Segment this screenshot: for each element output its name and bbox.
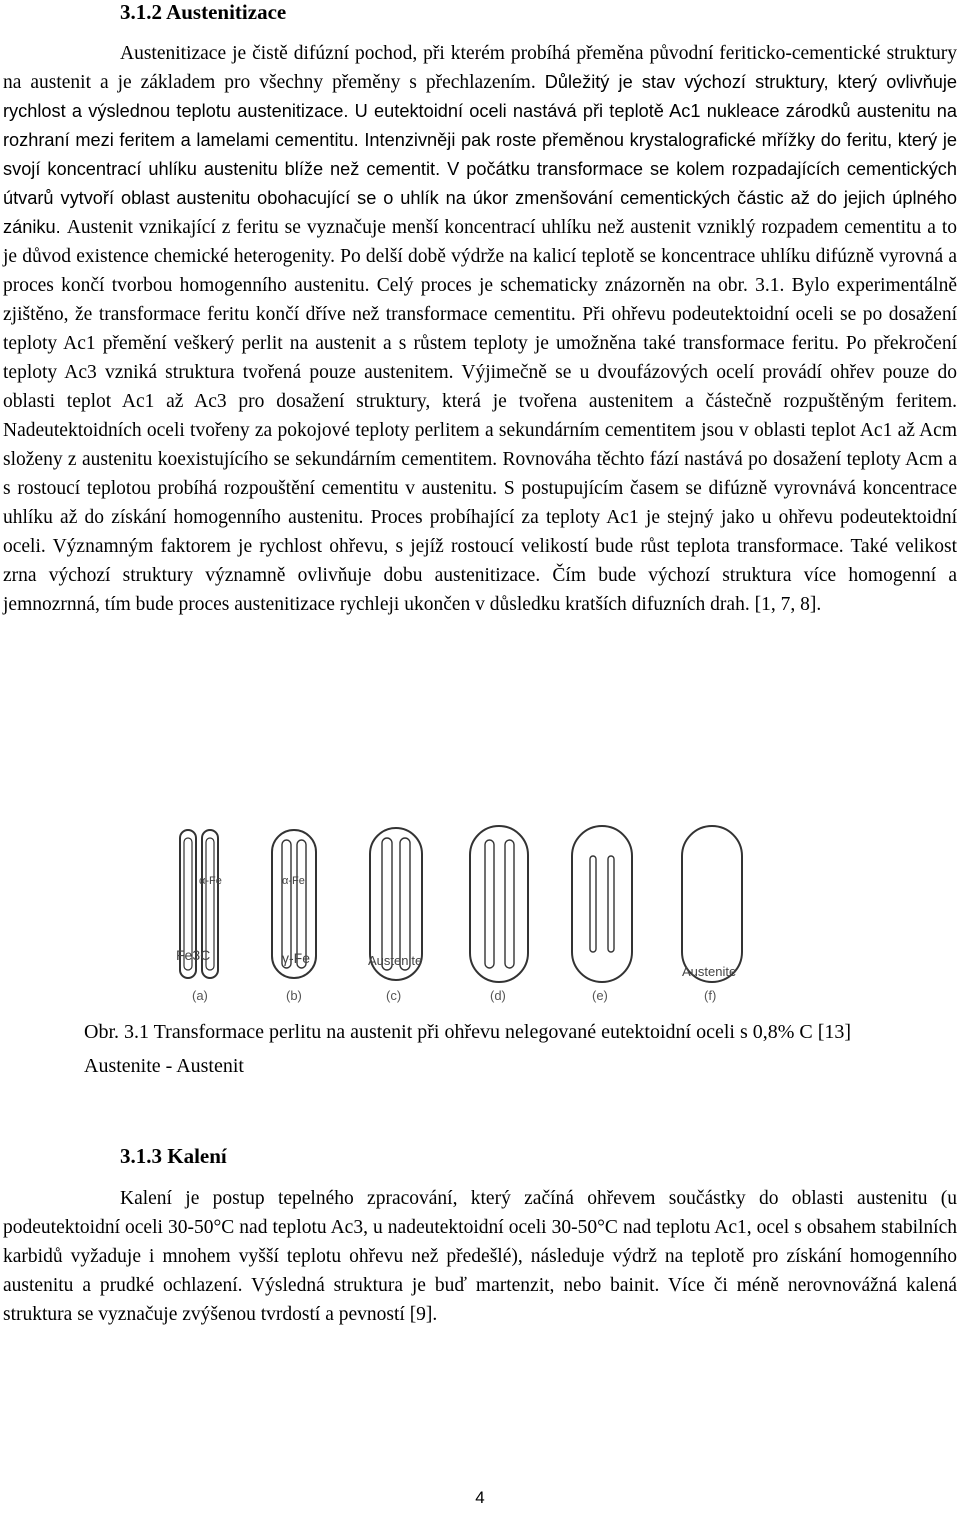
paragraph-kaleni: Kalení je postup tepelného zpracování, který začíná ohřevem součástky do oblasti austenitu (u podeutektoidní oceli 30-50°C nad teplotu Ac3, u nadeutektoidní oceli 30-50°C nad teplotu Ac1, ocel s obsahem stabilních karbidů vyžaduje i mnohem vyšší teplotu ohřevu než předešlé), následuje výdrž na teplotě pro získání homogenního austenitu a prudké ochlazení. Výsledná struktura je buď martenzit, nebo bainit. Více či méně nerovnovážná kalená struktura se vyznačuje zvýšenou tvrdostí a pevností [9]. bbox=[3, 1188, 957, 1325]
figure-schematic bbox=[172, 818, 772, 1008]
panel-d-shape bbox=[470, 826, 528, 982]
panel-label-a: (a) bbox=[192, 988, 208, 1003]
panel-label-d: (d) bbox=[490, 988, 506, 1003]
panel-label-e: (e) bbox=[592, 988, 608, 1003]
paragraph-austenitizace bbox=[3, 39, 957, 619]
text-run: Důležitý je stav výchozí struktury, který ovlivňuje rychlost a výslednou teplotu austenitizace. U eutektoidní oceli nastává při teplotě Ac1 nukleace zárodků austenitu na rozhraní mezi feritem a lamelami cementitu. bbox=[3, 72, 958, 150]
label-fe3c: Fe3C bbox=[176, 947, 211, 963]
panel-f-shape bbox=[682, 826, 742, 982]
label-austenite-f: Austenite bbox=[682, 964, 737, 979]
figure-caption: Obr. 3.1 Transformace perlitu na austenit při ohřevu nelegované eutektoidní oceli s 0,8% C [13] Austenite - Austenit bbox=[84, 1021, 852, 1077]
figure-pearlite-transformation bbox=[172, 818, 772, 1008]
text-run: Austenitizace je čistě difúzní pochod, při kterém probíhá přeměna původní feriticko-cementické struktury na austenit a je základem pro všechny přeměny s přechlazením. bbox=[3, 43, 957, 93]
label-alpha-fe-b: α-Fe bbox=[282, 875, 305, 887]
panel-label-b: (b) bbox=[286, 988, 302, 1003]
label-alpha-fe-a: α-Fe bbox=[199, 875, 222, 887]
text-run: Intenzivněji pak roste přeměnou krystalografické mřížky do feritu, který je svojí koncentrací uhlíku austenitu blíže než cementit. bbox=[3, 130, 958, 179]
label-austenite-c: Austenite bbox=[368, 953, 423, 968]
panel-label-f: (f) bbox=[704, 988, 717, 1003]
section-heading-kaleni: 3.1.3 Kalení bbox=[120, 1144, 227, 1168]
section-heading-austenitizace: 3.1.2 Austenitizace bbox=[120, 0, 287, 24]
label-gamma-fe: γ-Fe bbox=[282, 950, 310, 966]
panel-e-shape bbox=[572, 826, 632, 982]
panel-label-c: (c) bbox=[386, 988, 402, 1003]
text-run: V počátku transformace se kolem rozpadajících cementických útvarů vytvoří oblast austenitu obohacující se o uhlík na úkor zmenšování cementických částic až do jejich úplného zániku. bbox=[3, 159, 958, 237]
text-run: Austenit vznikající z feritu se vyznačuje menší koncentrací uhlíku než austenit vzniklý rozpadem cementitu a to je důvod existence chemické heterogenity. Po delší době výdrže na kalicí teplotě se koncentrace uhlíku difúzně vyrovná a proces končí tvorbou homogenního austenitu. Celý proces je schematicky znázorněn na obr. 3.1. Bylo experimentálně zjištěno, že transformace feritu končí dříve než transformace cementitu. Při ohřevu podeutektoidní oceli se po dosažení teploty Ac1 přemění veškerý perlit na austenit a s růstem teploty je umožněna také transformace feritu. Po překročení teploty Ac3 vzniká struktura tvořená pouze austenitem. Výjimečně se u dvoufázových ocelí provádí ohřev pouze do oblasti teplot Ac1 až Ac3 pro dosažení struktury, která je tvořena austenitem a částečně rozpuštěným feritem. Nadeutektoidních oceli tvořeny za pokojové teploty perlitem a sekundárním cementitem jsou v oblasti teplot Ac1 až Acm složeny z austenitu koexistujícího se sekundárním cementitem. Rovnováha těchto fází nastává po dosažení teploty Acm a s rostoucí teplotou probíhá rozpouštění cementitu v austenitu. S postupujícím časem se difúzně vyrovnává koncentrace uhlíku až do získání homogenního austenitu. Proces probíhající za teploty Ac1 je stejný jako u ohřevu podeutektoidní oceli. Významným faktorem je rychlost ohřevu, s jejíž rostoucí velikostí bude růst teplota transformace. Také velikost zrna výchozí struktury významně ovlivňuje dobu austenitizace. Čím bude výchozí struktura více homogenní a jemnozrnná, tím bude proces austenitizace rychleji ukončen v důsledku kratších difuzních drah. [1, 7, 8]. bbox=[3, 217, 958, 615]
page-number: 4 bbox=[475, 1488, 485, 1507]
